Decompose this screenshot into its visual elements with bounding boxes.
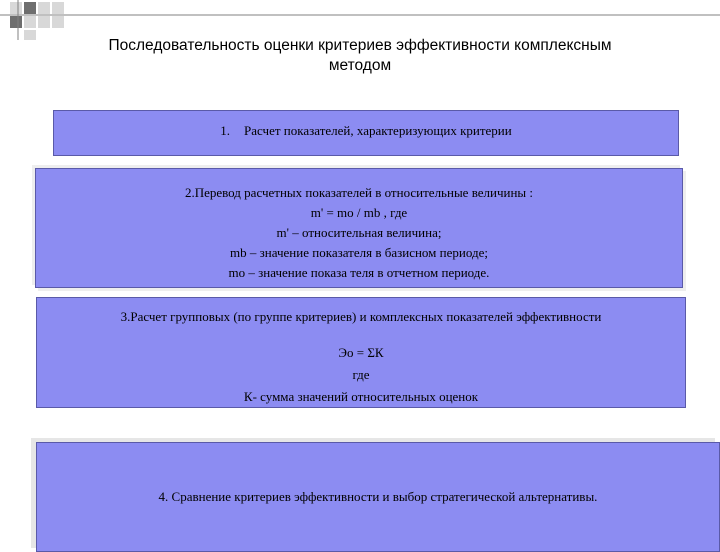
step-3-formula: Эо = ΣК bbox=[338, 345, 384, 360]
step-4-box bbox=[36, 442, 720, 552]
step-1-box bbox=[53, 110, 679, 156]
checkered-squares-decoration-icon bbox=[0, 0, 720, 40]
step-1-line bbox=[54, 121, 678, 140]
step-3-heading: 3.Расчет групповых (по группе критериев) и комплексных показателей эффективности bbox=[120, 309, 602, 324]
slide-title bbox=[40, 36, 680, 76]
step-1-number: 1. bbox=[220, 123, 231, 138]
step-1-text: Расчет показателей, характеризующих критерии bbox=[244, 123, 512, 138]
step-2-definition-m-prime: m' – относительная величина; bbox=[276, 225, 442, 240]
step-2-heading: 2.Перевод расчетных показателей в относительные величины : bbox=[184, 185, 534, 200]
step-2-box bbox=[35, 168, 683, 288]
step-3-where: где bbox=[352, 367, 370, 382]
title-line-2: методом bbox=[328, 57, 392, 74]
step-4-text: 4. Сравнение критериев эффективности и выбор стратегической альтернативы. bbox=[158, 489, 598, 504]
step-3-definition-k: К- сумма значений относительных оценок bbox=[243, 389, 479, 404]
title-line-1: Последовательность оценки критериев эффективности комплексным bbox=[108, 37, 612, 54]
step-2-definition-mb: mb – значение показателя в базисном периоде; bbox=[230, 245, 488, 260]
step-2-formula: m' = mo / mb , где bbox=[310, 205, 408, 220]
step-3-box bbox=[36, 297, 686, 408]
step-2-definition-mo: mo – значение показа теля в отчетном периоде. bbox=[228, 265, 490, 280]
